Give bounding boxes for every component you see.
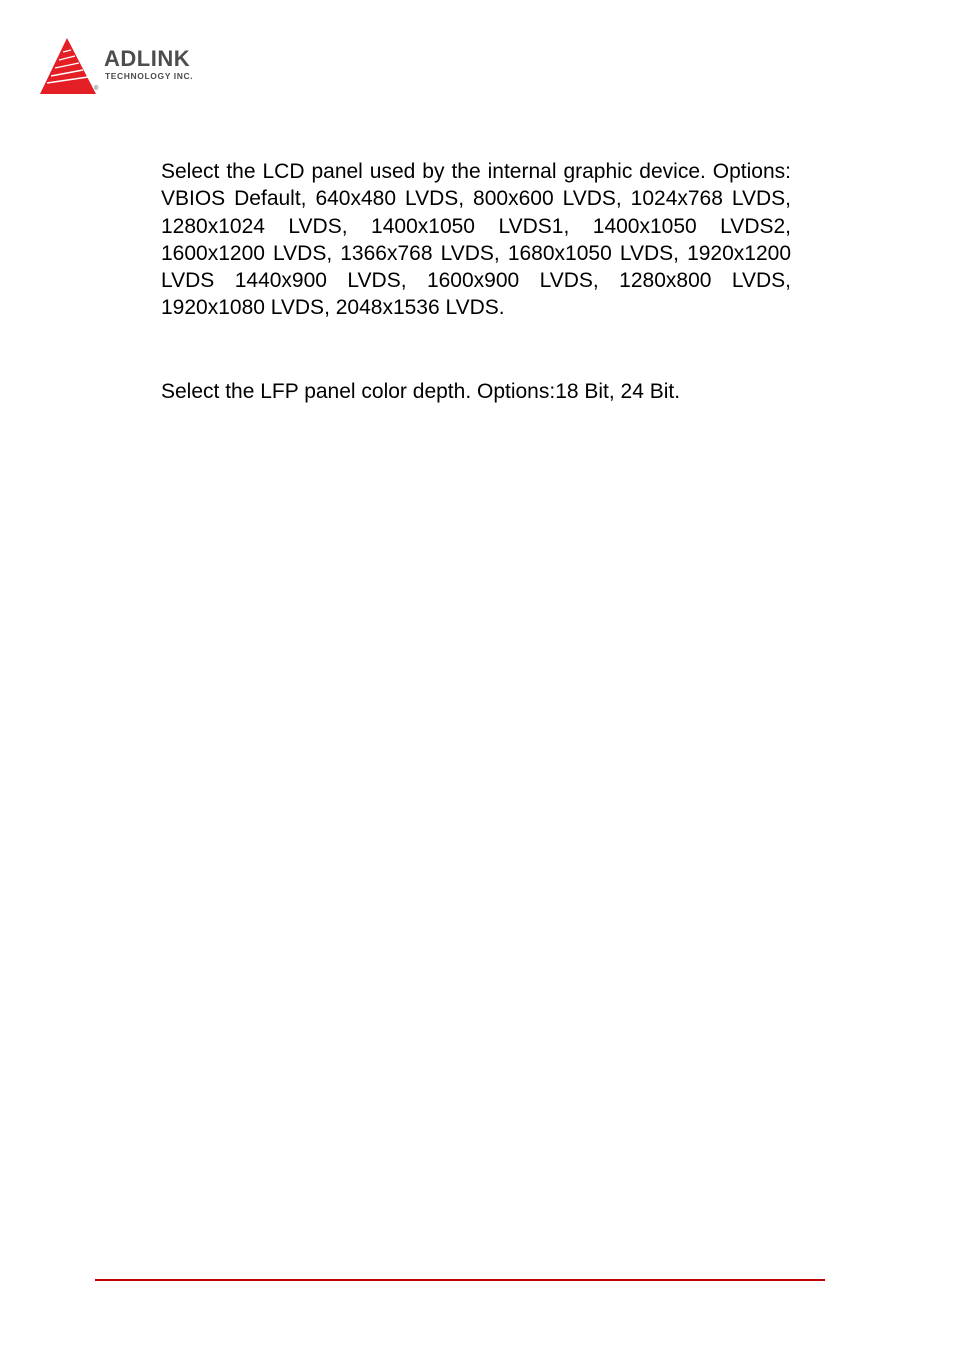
logo-tagline: TECHNOLOGY INC. — [105, 71, 194, 81]
lfp-color-depth-description: Select the LFP panel color depth. Options:18 Bit, 24 Bit. — [161, 379, 681, 403]
registered-mark: ® — [94, 86, 99, 92]
adlink-logo — [38, 36, 238, 100]
document-body — [161, 158, 791, 405]
logo-wordmark: ADLINK — [104, 46, 191, 71]
lcd-panel-description: Select the LCD panel used by the internal graphic device. Options: VBIOS Default, 640x480 LVDS, 800x600 LVDS, 1024x768 LVDS, 1280x1024 LVDS, 1400x1050 LVDS1, 1400x1050 LVDS2, 1600x1200 LVDS, 1366x768 LVDS, 1680x1050 LVDS, 1920x1200 LVDS 1440x900 LVDS, 1600x900 LVDS, 1280x800 LVDS, 1920x1080 LVDS, 2048x1536 LVDS. — [161, 160, 791, 320]
adlink-triangle-icon — [38, 36, 100, 98]
footer-divider — [95, 1279, 825, 1281]
